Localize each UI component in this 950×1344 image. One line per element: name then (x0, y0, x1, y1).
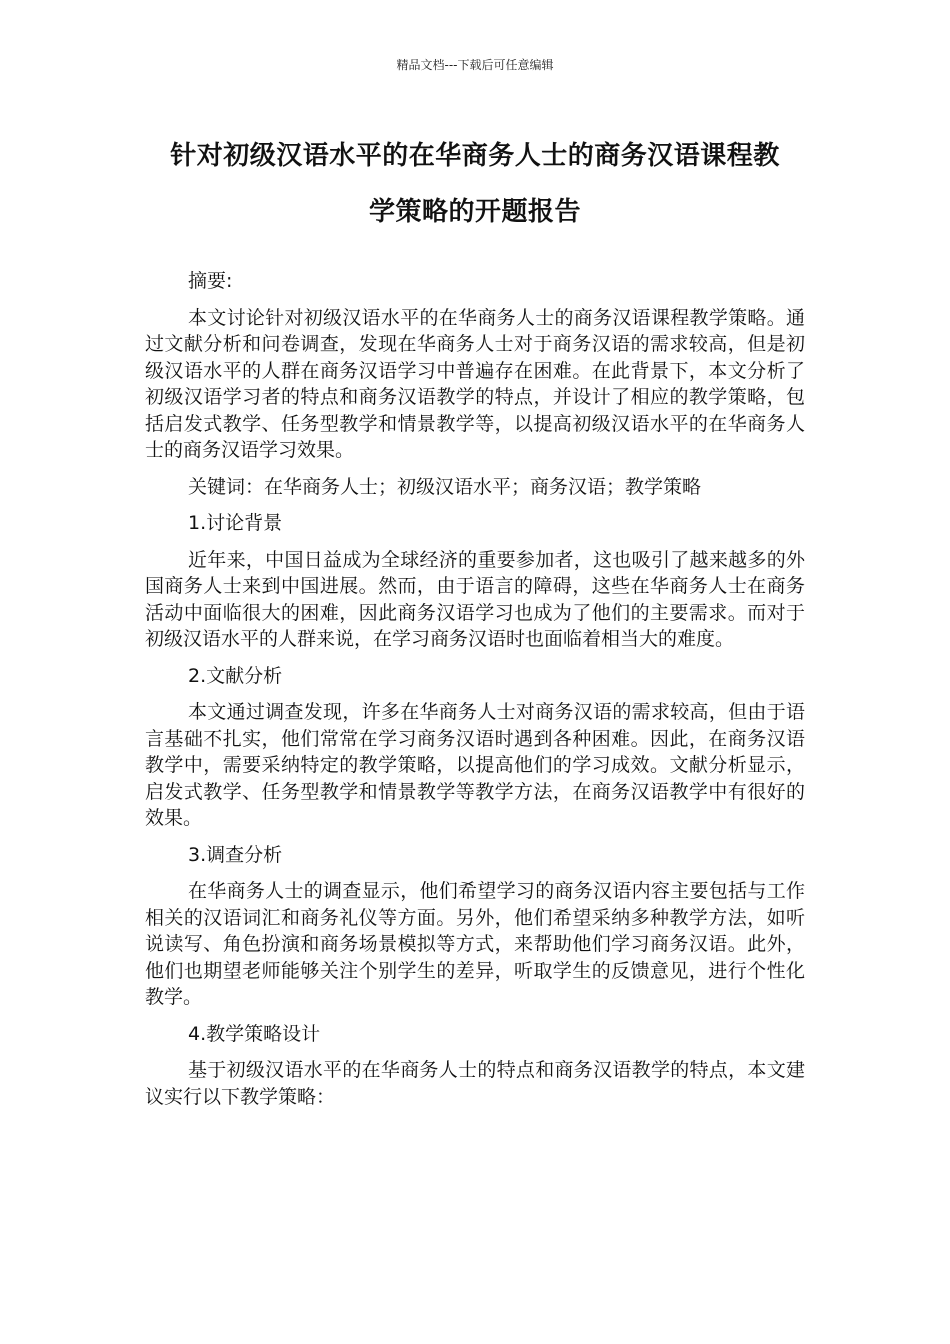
section-paragraph-background: 近年来，中国日益成为全球经济的重要参加者，这也吸引了越来越多的外国商务人士来到中国进展。然而，由于语言的障碍，这些在华商务人士在商务活动中面临很大的困难，因此商务汉语学习也成为了他们的主要需求。而对于初级汉语水平的人群来说，在学习商务汉语时也面临着相当大的难度。 (145, 548, 805, 650)
section-heading-strategy: 4.教学策略设计 (188, 1022, 321, 1045)
keywords-line: 关键词：在华商务人士；初级汉语水平；商务汉语；教学策略 (188, 475, 702, 498)
abstract-label: 摘要: (188, 270, 233, 292)
section-paragraph-strategy: 基于初级汉语水平的在华商务人士的特点和商务汉语教学的特点，本文建议实行以下教学策略： (145, 1059, 805, 1108)
document-title (130, 128, 820, 240)
section-paragraph-survey: 在华商务人士的调查显示，他们希望学习的商务汉语内容主要包括与工作相关的汉语词汇和商务礼仪等方面。另外，他们希望采纳多种教学方法，如听说读写、角色扮演和商务场景模拟等方式，来帮助他们学习商务汉语。此外，他们也期望老师能够关注个别学生的差异，听取学生的反馈意见，进行个性化教学。 (145, 880, 805, 1008)
section-paragraph-literature: 本文通过调查发现，许多在华商务人士对商务汉语的需求较高，但由于语言基础不扎实，他们常常在学习商务汉语时遇到各种困难。因此，在商务汉语教学中，需要采纳特定的教学策略，以提高他们的学习成效。文献分析显示，启发式教学、任务型教学和情景教学等教学方法，在商务汉语教学中有很好的效果。 (145, 701, 805, 829)
title-line-2: 学策略的开题报告 (368, 197, 581, 227)
section-heading-background: 1.讨论背景 (188, 512, 283, 534)
page-header: 精品文档---下载后可任意编辑 (396, 58, 554, 72)
section-heading-survey: 3.调查分析 (188, 843, 283, 866)
abstract-paragraph: 本文讨论针对初级汉语水平的在华商务人士的商务汉语课程教学策略。通过文献分析和问卷调查，发现在华商务人士对于商务汉语的需求较高，但是初级汉语水平的人群在商务汉语学习中普遍存在困难。在此背景下，本文分析了初级汉语学习者的特点和商务汉语教学的特点，并设计了相应的教学策略，包括启发式教学、任务型教学和情景教学等，以提高初级汉语水平的在华商务人士的商务汉语学习效果。 (145, 306, 805, 461)
title-line-1: 针对初级汉语水平的在华商务人士的商务汉语课程教 (170, 141, 780, 171)
document-body (145, 268, 805, 1120)
section-heading-literature: 2.文献分析 (188, 664, 283, 687)
